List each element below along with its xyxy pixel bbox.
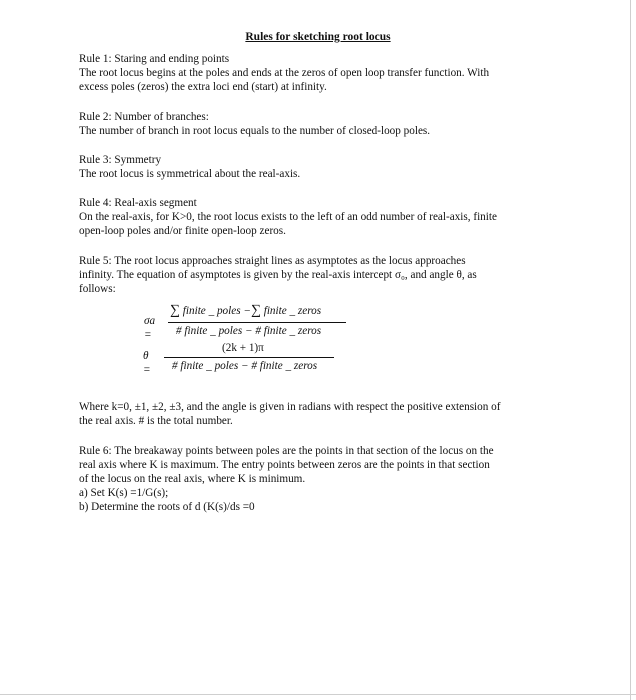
rule-2 — [79, 110, 569, 138]
rule-6-line-3: of the locus on the real axis, where K is minimum. — [79, 473, 306, 485]
theta-fraction-bar — [164, 357, 334, 358]
rule-5 — [79, 254, 569, 296]
sigma-formula-lhs: σa = — [144, 315, 156, 341]
rule-1-line-2: excess poles (zeros) the extra loci end (start) at infinity. — [79, 81, 327, 93]
rule-6-line-1: Rule 6: The breakaway points between poles are the points in that section of the locus on the — [79, 445, 494, 457]
theta-formula-denominator: # finite _ poles − # finite _ zeros — [172, 360, 318, 372]
page-edge-right — [630, 0, 631, 700]
rule-6-step-a: a) Set K(s) =1/G(s); — [79, 487, 169, 499]
page-edge-bottom — [0, 694, 636, 695]
rule-3-line-1: The root locus is symmetrical about the real-axis. — [79, 168, 301, 180]
rule-1 — [79, 52, 569, 94]
sigma-fraction-bar — [168, 322, 346, 323]
rule-4-heading: Rule 4: Real-axis segment — [79, 197, 197, 209]
rule-1-line-1: The root locus begins at the poles and ends at the zeros of open loop transfer function. With — [79, 67, 490, 79]
theta-formula-lhs: θ = — [143, 350, 151, 376]
rule-6-line-2: real axis where K is maximum. The entry points between zeros are the points in that section — [79, 459, 490, 471]
rule-4-line-1: On the real-axis, for K>0, the root locus exists to the left of an odd number of real-axis, finite — [79, 211, 497, 223]
rule-2-line-1: The number of branch in root locus equals to the number of closed-loop poles. — [79, 125, 431, 137]
where-line-2: the real axis. # is the total number. — [79, 415, 233, 427]
where-line-1: Where k=0, ±1, ±2, ±3, and the angle is given in radians with respect the positive extension of — [79, 401, 501, 413]
rule-4 — [79, 196, 569, 238]
sigma-numerator-part-1: finite _ poles − — [179, 305, 251, 317]
document-title: Rules for sketching root locus — [245, 31, 391, 43]
rule-6 — [79, 444, 569, 514]
summation-symbol-1: ∑ — [170, 303, 180, 318]
sigma-formula-numerator — [170, 304, 321, 318]
rule-3 — [79, 153, 569, 181]
sigma-formula-denominator: # finite _ poles − # finite _ zeros — [176, 325, 322, 337]
rule-3-heading: Rule 3: Symmetry — [79, 154, 162, 166]
rule-4-line-2: open-loop poles and/or finite open-loop zeros. — [79, 225, 286, 237]
rule-5-line-2: infinity. The equation of asymptotes is given by the real-axis intercept σ₀, and angle θ, as — [79, 269, 477, 281]
sigma-numerator-part-2: finite _ zeros — [260, 305, 322, 317]
rule-2-heading: Rule 2: Number of branches: — [79, 111, 209, 123]
theta-formula-numerator: (2k + 1)π — [222, 342, 264, 354]
rule-5-line-3: follows: — [79, 283, 116, 295]
rule-5-line-1: Rule 5: The root locus approaches straight lines as asymptotes as the locus approaches — [79, 255, 466, 267]
rule-6-step-b: b) Determine the roots of d (K(s)/ds =0 — [79, 501, 255, 513]
rule-1-heading: Rule 1: Staring and ending points — [79, 53, 230, 65]
summation-symbol-2: ∑ — [250, 303, 261, 318]
where-clause — [79, 400, 569, 428]
